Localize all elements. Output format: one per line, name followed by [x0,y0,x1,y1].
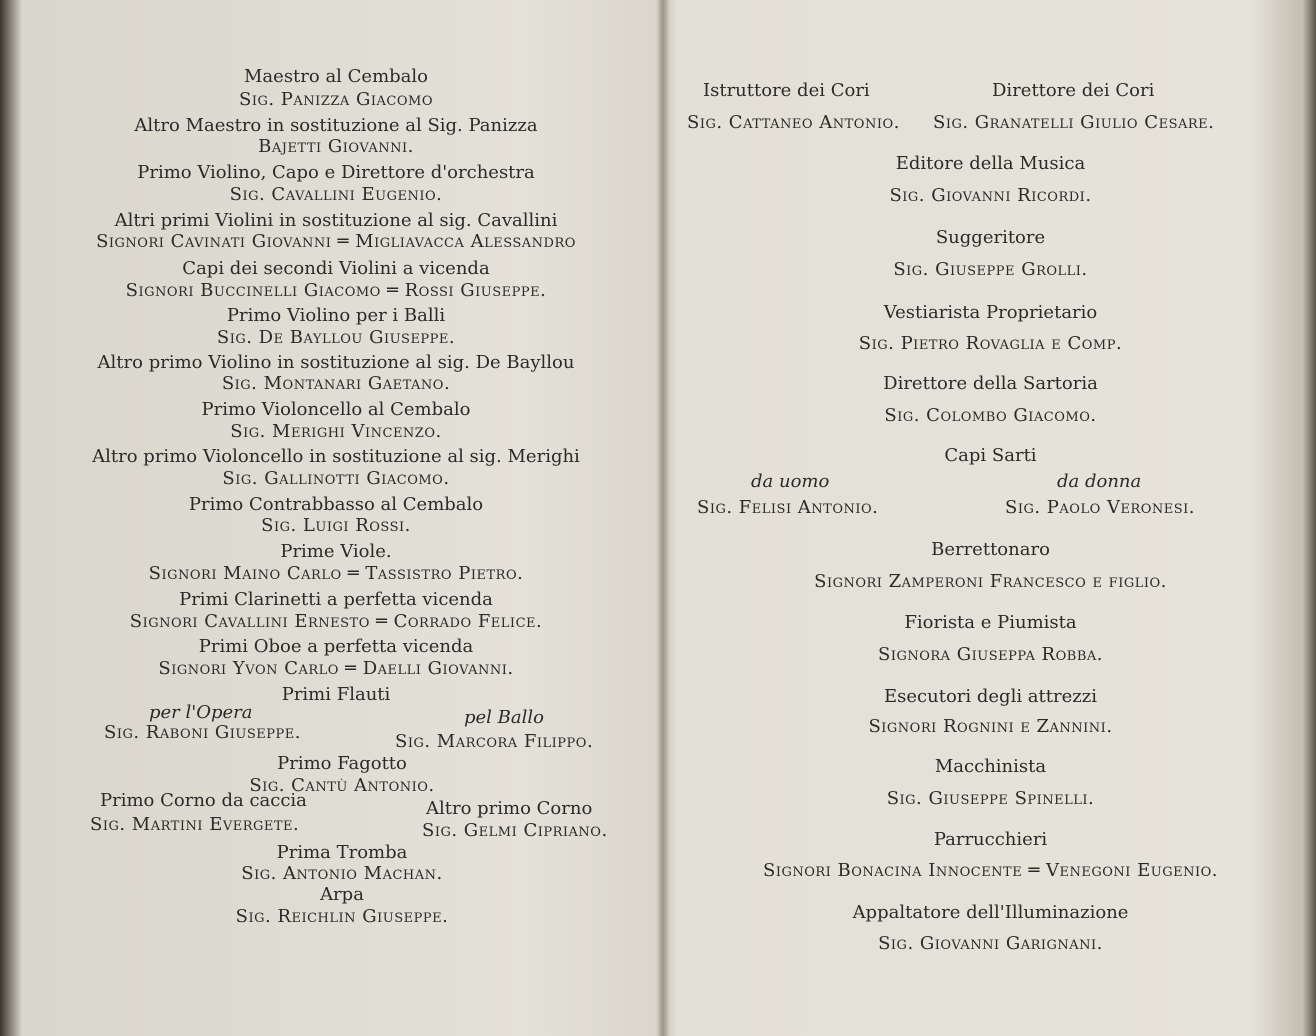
role-attrezzi: Esecutori degli attrezzi [884,686,1097,707]
role-fagotto: Primo Fagotto [277,753,407,774]
role-berrettonaro: Berrettonaro [931,539,1050,560]
role-flauti: Primi Flauti [281,684,391,705]
name-veronesi: Sig. Paolo Veronesi. [1005,497,1196,518]
name-spinelli: Sig. Giuseppe Spinelli. [886,788,1095,809]
flauti-ballo-label: pel Ballo [464,707,544,728]
role-contrabbasso: Primo Contrabbasso al Cembalo [188,494,484,515]
role-capi-secondi-violini: Capi dei secondi Violini a vicenda [182,258,490,279]
role-capi-sarti: Capi Sarti [944,445,1037,466]
role-macchinista: Macchinista [934,756,1047,777]
name-robba: Signora Giuseppa Robba. [878,644,1103,665]
role-suggeritore: Suggeritore [935,227,1046,248]
role-istruttore-cori: Istruttore dei Cori [703,80,870,101]
name-rognini-zannini: Signori Rognini e Zannini. [868,716,1113,737]
name-gelmi: Sig. Gelmi Cipriano. [422,820,608,841]
role-oboe: Primi Oboe a perfetta vicenda [198,636,474,657]
name-cavinati-migliavacca: Signori Cavinati Giovanni ═ Migliavacca Alessandro [96,231,576,252]
role-parrucchieri: Parrucchieri [933,829,1048,850]
name-felisi: Sig. Felisi Antonio. [697,497,879,518]
name-grolli: Sig. Giuseppe Grolli. [893,259,1088,280]
name-bajetti: Bajetti Giovanni. [258,136,414,157]
name-cantu: Sig. Cantù Antonio. [249,775,435,796]
name-marcora: Sig. Marcora Filippo. [395,731,594,752]
role-violoncello: Primo Violoncello al Cembalo [201,399,471,420]
left-page [22,0,662,1036]
role-editore: Editore della Musica [895,153,1086,174]
role-tromba: Prima Tromba [276,842,408,863]
name-gallinotti: Sig. Gallinotti Giacomo. [222,468,450,489]
name-granatelli: Sig. Granatelli Giulio Cesare. [933,112,1215,133]
role-altro-violoncello: Altro primo Violoncello in sostituzione al sig. Merighi [92,446,580,467]
name-cavallini-eugenio: Sig. Cavallini Eugenio. [229,184,443,205]
name-buccinelli-rossi: Signori Buccinelli Giacomo ═ Rossi Giuseppe. [125,280,547,301]
name-bonacina-venegoni: Signori Bonacina Innocente ═ Venegoni Eugenio. [762,860,1218,881]
role-altri-violini: Altri primi Violini in sostituzione al sig. Cavallini [114,210,558,231]
name-martini: Sig. Martini Evergete. [90,814,300,835]
role-primo-violino: Primo Violino, Capo e Direttore d'orchestra [137,162,535,183]
name-luigi-rossi: Sig. Luigi Rossi. [261,515,411,536]
role-altro-maestro: Altro Maestro in sostituzione al Sig. Panizza [134,115,538,136]
name-zamperoni: Signori Zamperoni Francesco e figlio. [814,571,1167,592]
role-altro-violino-balli: Altro primo Violino in sostituzione al sig. De Bayllou [97,352,575,373]
role-sartoria: Direttore della Sartoria [883,373,1098,394]
role-illuminazione: Appaltatore dell'Illuminazione [852,902,1129,923]
role-arpa: Arpa [320,884,364,905]
name-panizza: Sig. Panizza Giacomo [239,89,433,110]
role-corno: Primo Corno da caccia [100,790,307,811]
name-garignani: Sig. Giovanni Garignani. [878,933,1103,954]
name-ricordi: Sig. Giovanni Ricordi. [889,185,1092,206]
role-direttore-cori: Direttore dei Cori [992,80,1155,101]
name-reichlin: Sig. Reichlin Giuseppe. [235,906,449,927]
name-colombo: Sig. Colombo Giacomo. [884,405,1097,426]
role-altro-corno: Altro primo Corno [426,798,593,819]
role-violino-balli: Primo Violino per i Balli [226,305,446,326]
flauti-opera-label: per l'Opera [149,702,253,723]
role-vestiarista: Vestiarista Proprietario [883,302,1098,323]
name-cattaneo: Sig. Cattaneo Antonio. [687,112,900,133]
name-merighi: Sig. Merighi Vincenzo. [230,421,442,442]
name-yvon-daelli: Signori Yvon Carlo ═ Daelli Giovanni. [158,658,514,679]
role-fiorista: Fiorista e Piumista [904,612,1077,633]
role-viole: Prime Viole. [280,541,392,562]
role-maestro-cembalo: Maestro al Cembalo [244,66,428,87]
right-page [665,0,1316,1036]
name-raboni: Sig. Raboni Giuseppe. [104,722,301,743]
name-machan: Sig. Antonio Machan. [241,863,443,884]
name-maino-tassistro: Signori Maino Carlo ═ Tassistro Pietro. [148,563,524,584]
sarti-donna-label: da donna [1057,471,1142,492]
sarti-uomo-label: da uomo [751,471,830,492]
name-cavallini-corrado: Signori Cavallini Ernesto ═ Corrado Felice. [129,611,543,632]
name-de-bayllou: Sig. De Bayllou Giuseppe. [216,327,456,348]
name-montanari: Sig. Montanari Gaetano. [221,373,451,394]
name-rovaglia: Sig. Pietro Rovaglia e Comp. [858,333,1123,354]
role-clarinetti: Primi Clarinetti a perfetta vicenda [179,589,493,610]
